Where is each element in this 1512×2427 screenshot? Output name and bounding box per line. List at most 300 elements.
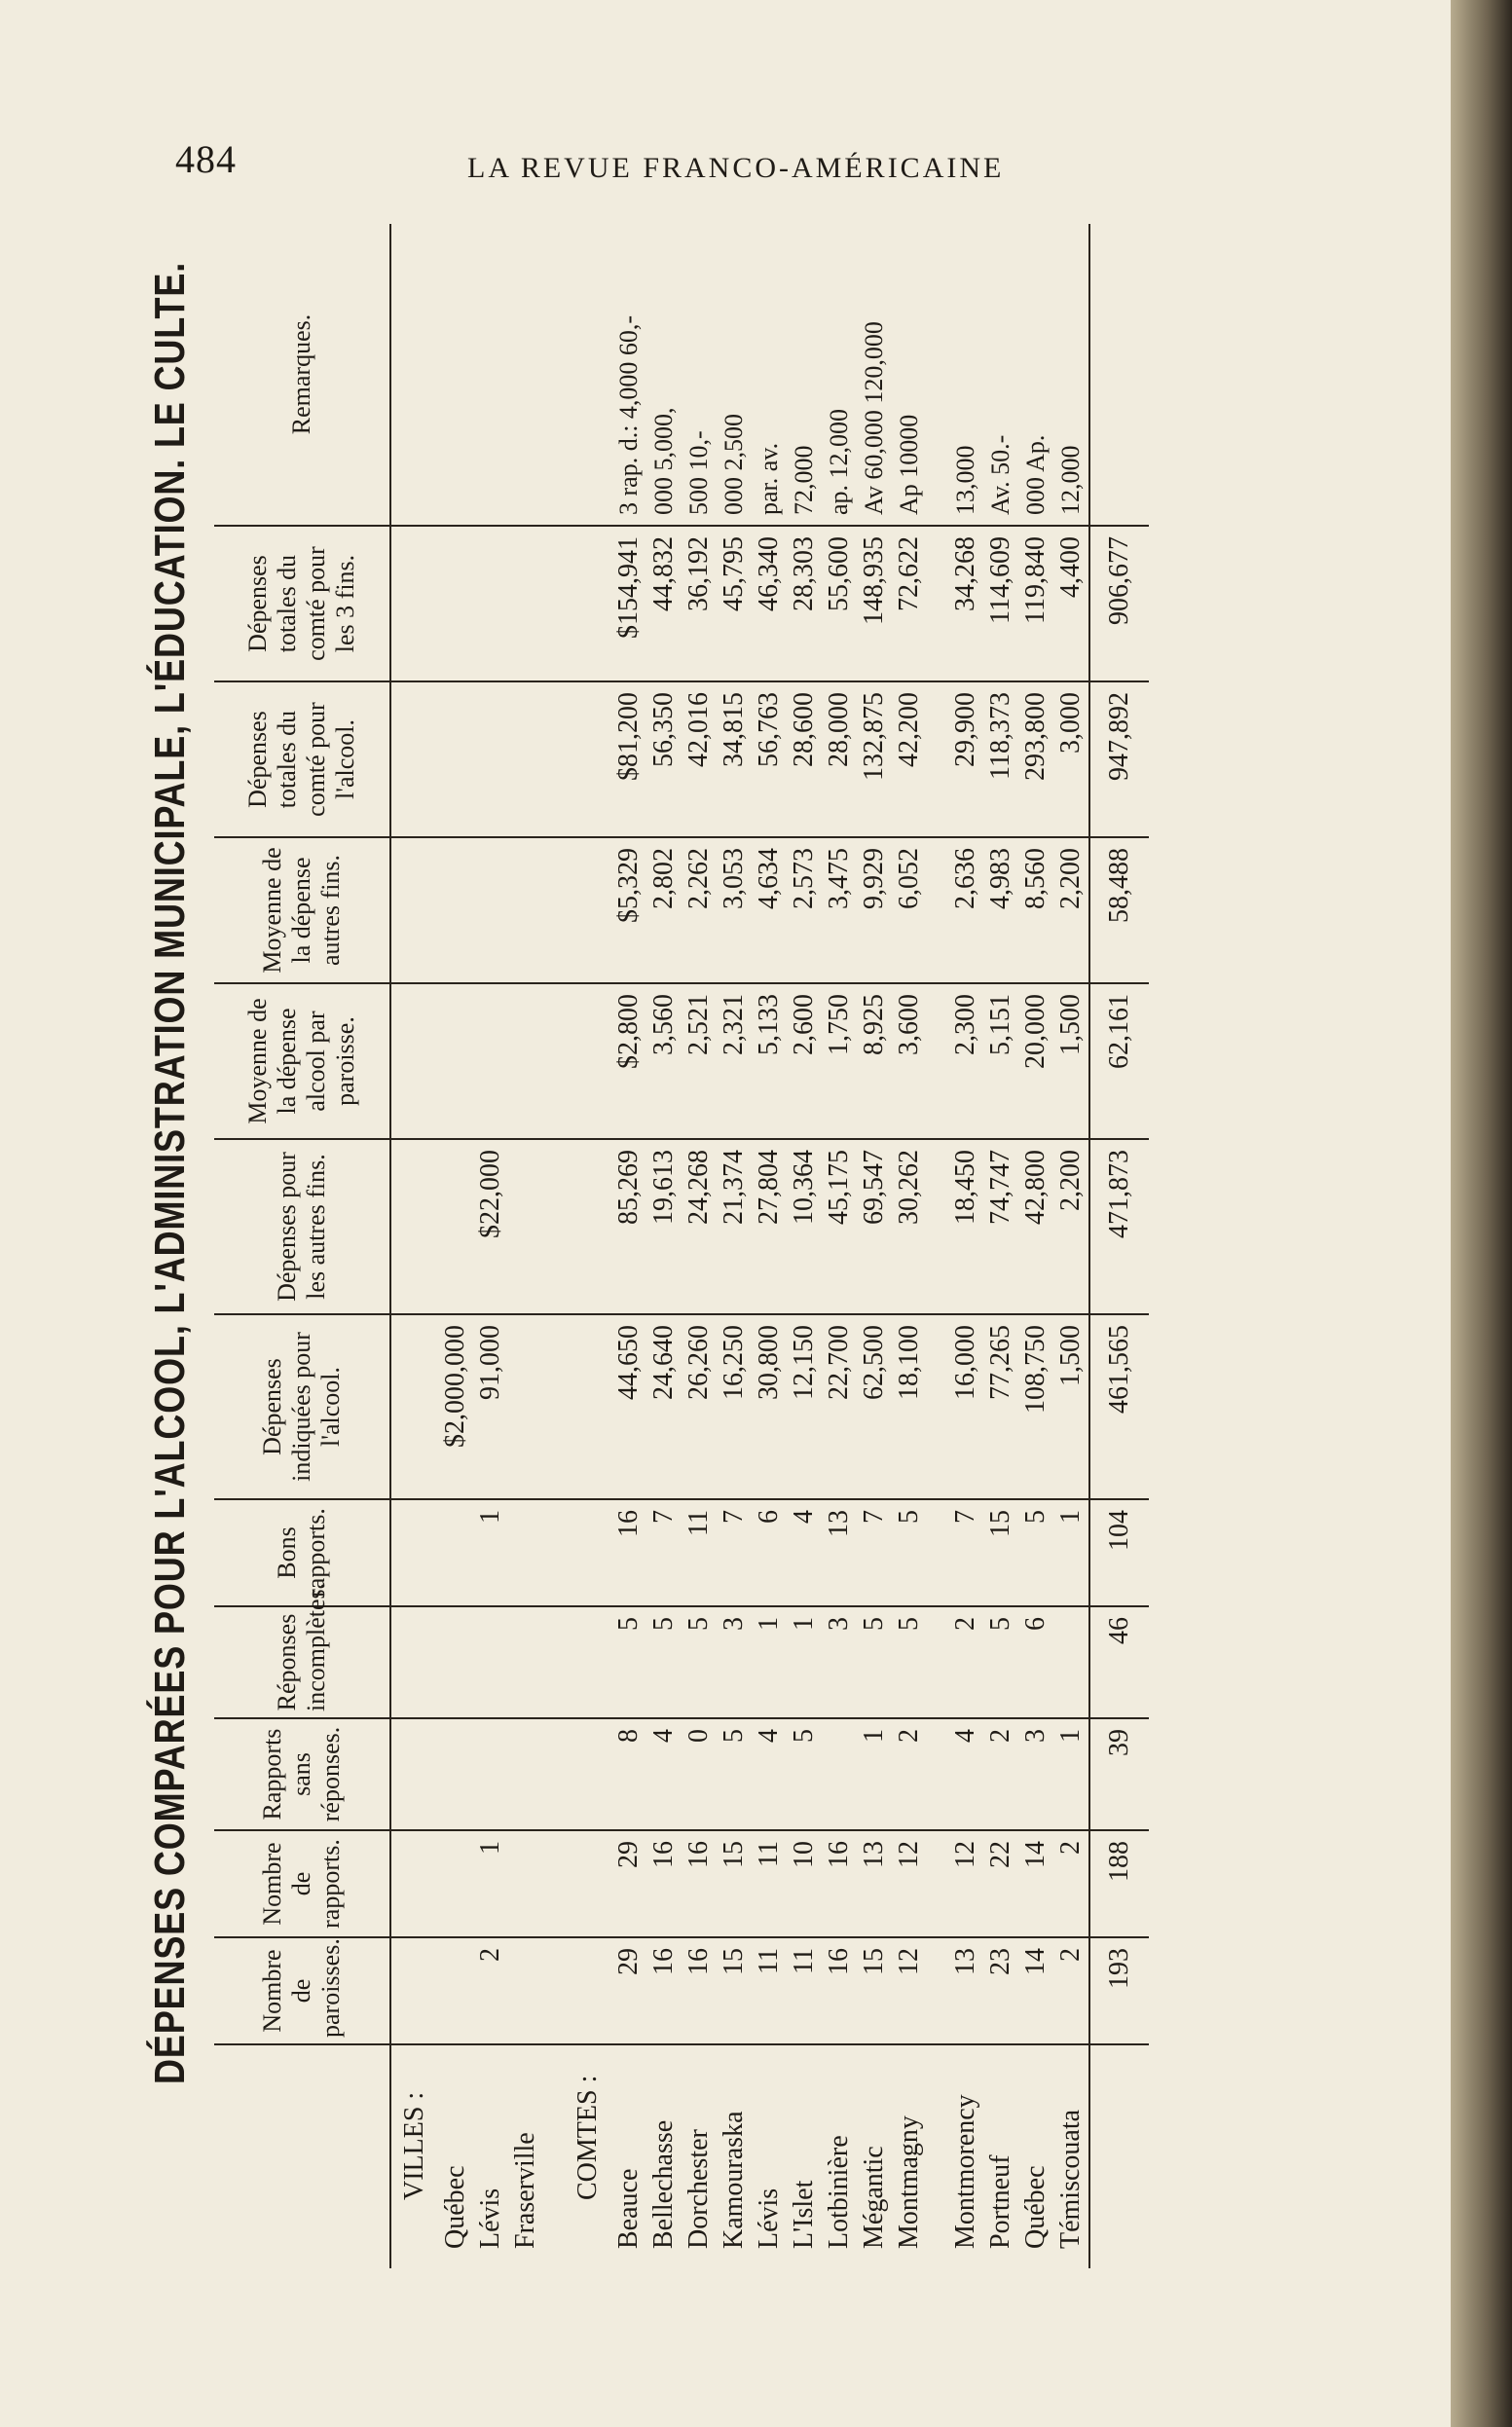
cell-alcool: 18,100	[892, 1314, 927, 1499]
spacer-row	[543, 224, 565, 2268]
empty-cell	[390, 681, 438, 837]
row-name	[1089, 2044, 1149, 2268]
cell-moy-autres: 2,200	[1053, 837, 1089, 983]
empty-cell	[390, 837, 438, 983]
row-name: L'Islet	[789, 2180, 819, 2249]
row-name: Montmorency	[950, 2094, 980, 2249]
column-header: Moyenne de la dépense alcool par paroisse.	[214, 983, 390, 1139]
cell-tot-alcool: 34,815	[717, 681, 752, 837]
row-name: Montmagny	[894, 2115, 924, 2249]
cell-alcool: 12,150	[787, 1314, 822, 1499]
cell-sans-reponses: 8	[611, 1718, 646, 1830]
cell-sans-reponses: 3	[1018, 1718, 1053, 1830]
cell-paroisses: 16	[822, 1937, 857, 2044]
cell-tot-alcool: 42,200	[892, 681, 927, 837]
column-header: Dépenses pour les autres fins.	[214, 1139, 390, 1314]
cell-autres: 69,547	[857, 1139, 892, 1314]
cell-alcool: 91,000	[473, 1314, 508, 1499]
row-name: Lévis	[475, 2188, 505, 2249]
cell-tot-3fins: 72,622	[892, 526, 927, 681]
cell-moy-alcool: 2,521	[682, 983, 717, 1139]
empty-cell	[565, 1139, 611, 1314]
cell-bons: 1	[1053, 1499, 1089, 1606]
comte-row	[1053, 224, 1089, 2268]
cell-moy-autres: 2,573	[787, 837, 822, 983]
cell-moy-alcool: 20,000	[1018, 983, 1053, 1139]
rotated-table	[127, 224, 1217, 2268]
cell-tot-alcool	[508, 681, 543, 837]
ville-row	[473, 224, 508, 2268]
row-name: Kamouraska	[719, 2111, 749, 2249]
spacer-cell	[543, 1139, 565, 1314]
cell-bons: 13	[822, 1499, 857, 1606]
cell-incompletes: 1	[752, 1606, 787, 1718]
cell-moy-alcool: 3,560	[646, 983, 682, 1139]
cell-tot-3fins: 55,600	[822, 526, 857, 681]
empty-cell	[390, 224, 438, 526]
empty-cell	[390, 983, 438, 1139]
spacer-cell	[927, 1499, 948, 1606]
cell-paroisses: 2	[1053, 1937, 1089, 2044]
cell-paroisses: 11	[752, 1937, 787, 2044]
empty-cell	[565, 1718, 611, 1830]
cell-rapports: 188	[1089, 1830, 1149, 1937]
group-label-row	[390, 224, 438, 2268]
cell-incompletes	[508, 1606, 543, 1718]
row-name: Mégantic	[859, 2146, 889, 2249]
comte-row	[1018, 224, 1053, 2268]
empty-cell	[565, 1314, 611, 1499]
comte-row	[752, 224, 787, 2268]
cell-moy-autres: 6,052	[892, 837, 927, 983]
cell-sans-reponses	[508, 1718, 543, 1830]
cell-remarques: ap. 12,000	[822, 224, 857, 526]
cell-alcool: 108,750	[1018, 1314, 1053, 1499]
cell-incompletes: 3	[717, 1606, 752, 1718]
cell-moy-alcool	[473, 983, 508, 1139]
empty-cell	[565, 983, 611, 1139]
cell-bons: 11	[682, 1499, 717, 1606]
cell-sans-reponses: 4	[646, 1718, 682, 1830]
cell-incompletes	[473, 1606, 508, 1718]
cell-moy-alcool: 62,161	[1089, 983, 1149, 1139]
row-name: Québec	[440, 2165, 470, 2249]
cell-alcool: 77,265	[983, 1314, 1018, 1499]
cell-alcool: 24,640	[646, 1314, 682, 1499]
cell-tot-alcool: 293,800	[1018, 681, 1053, 837]
cell-tot-alcool: 118,373	[983, 681, 1018, 837]
ville-row	[508, 224, 543, 2268]
spacer-cell	[927, 1937, 948, 2044]
cell-rapports: 12	[948, 1830, 983, 1937]
cell-paroisses	[438, 1937, 473, 2044]
spacer-cell	[543, 837, 565, 983]
cell-moy-alcool: 2,300	[948, 983, 983, 1139]
spacer-cell	[927, 681, 948, 837]
cell-moy-alcool: 3,600	[892, 983, 927, 1139]
cell-bons: 1	[473, 1499, 508, 1606]
cell-rapports: 13	[857, 1830, 892, 1937]
cell-moy-autres: 8,560	[1018, 837, 1053, 983]
cell-moy-alcool: $2,800	[611, 983, 646, 1139]
spacer-cell	[543, 526, 565, 681]
cell-autres: 85,269	[611, 1139, 646, 1314]
cell-tot-alcool: 56,763	[752, 681, 787, 837]
cell-bons: 6	[752, 1499, 787, 1606]
cell-moy-autres: 2,802	[646, 837, 682, 983]
empty-cell	[565, 224, 611, 526]
spacer-cell	[927, 1314, 948, 1499]
cell-autres: 10,364	[787, 1139, 822, 1314]
cell-sans-reponses	[822, 1718, 857, 1830]
row-name: Bellechasse	[648, 2119, 679, 2249]
cell-tot-3fins: 34,268	[948, 526, 983, 681]
cell-rapports: 29	[611, 1830, 646, 1937]
row-name: Dorchester	[683, 2129, 714, 2249]
cell-incompletes: 5	[646, 1606, 682, 1718]
cell-autres: $22,000	[473, 1139, 508, 1314]
comte-row	[717, 224, 752, 2268]
cell-bons: 5	[892, 1499, 927, 1606]
column-header: Dépenses totales du comté pour l'alcool.	[214, 681, 390, 837]
group-label: VILLES :	[399, 2091, 429, 2200]
cell-remarques: 12,000	[1053, 224, 1089, 526]
column-header: Dépenses totales du comté pour les 3 fins.	[214, 526, 390, 681]
cell-rapports: 10	[787, 1830, 822, 1937]
cell-alcool: 62,500	[857, 1314, 892, 1499]
cell-moy-alcool	[438, 983, 473, 1139]
cell-rapports	[438, 1830, 473, 1937]
cell-rapports: 11	[752, 1830, 787, 1937]
row-name: Lotbinière	[824, 2135, 854, 2249]
cell-bons: 7	[717, 1499, 752, 1606]
cell-tot-alcool: 56,350	[646, 681, 682, 837]
empty-cell	[565, 837, 611, 983]
empty-cell	[565, 1499, 611, 1606]
cell-incompletes: 1	[787, 1606, 822, 1718]
column-header: Nombre de paroisses.	[214, 1937, 390, 2044]
cell-remarques: 000 5,000,	[646, 224, 682, 526]
cell-incompletes: 6	[1018, 1606, 1053, 1718]
journal-title: LA REVUE FRANCO-AMÉRICAINE	[467, 152, 1005, 184]
cell-tot-3fins	[473, 526, 508, 681]
spacer-cell	[927, 983, 948, 1139]
cell-tot-3fins: 114,609	[983, 526, 1018, 681]
cell-paroisses: 16	[682, 1937, 717, 2044]
cell-alcool: $2,000,000	[438, 1314, 473, 1499]
cell-paroisses	[508, 1937, 543, 2044]
comte-row	[983, 224, 1018, 2268]
cell-sans-reponses: 4	[752, 1718, 787, 1830]
cell-paroisses: 11	[787, 1937, 822, 2044]
cell-paroisses: 15	[717, 1937, 752, 2044]
cell-incompletes: 2	[948, 1606, 983, 1718]
spacer-cell	[927, 837, 948, 983]
spacer-cell	[543, 1606, 565, 1718]
cell-alcool: 44,650	[611, 1314, 646, 1499]
cell-remarques	[508, 224, 543, 526]
cell-remarques: 13,000	[948, 224, 983, 526]
cell-tot-alcool: 947,892	[1089, 681, 1149, 837]
cell-paroisses: 29	[611, 1937, 646, 2044]
cell-bons	[508, 1499, 543, 1606]
spacer-cell	[927, 1718, 948, 1830]
cell-alcool: 1,500	[1053, 1314, 1089, 1499]
cell-autres: 74,747	[983, 1139, 1018, 1314]
cell-moy-alcool: 1,500	[1053, 983, 1089, 1139]
cell-rapports: 16	[682, 1830, 717, 1937]
cell-bons: 5	[1018, 1499, 1053, 1606]
cell-tot-3fins: 46,340	[752, 526, 787, 681]
cell-moy-autres: 9,929	[857, 837, 892, 983]
empty-cell	[390, 1606, 438, 1718]
cell-tot-alcool: 132,875	[857, 681, 892, 837]
column-header: Nombre de rapports.	[214, 1830, 390, 1937]
cell-sans-reponses: 5	[717, 1718, 752, 1830]
cell-bons: 4	[787, 1499, 822, 1606]
cell-sans-reponses: 4	[948, 1718, 983, 1830]
cell-bons: 104	[1089, 1499, 1149, 1606]
spacer-cell	[927, 526, 948, 681]
cell-moy-autres	[473, 837, 508, 983]
row-name: Lévis	[754, 2188, 784, 2249]
cell-remarques: 500 10,-	[682, 224, 717, 526]
column-header: Bons rapports.	[214, 1499, 390, 1606]
row-name: Beauce	[613, 2168, 644, 2249]
cell-alcool: 16,000	[948, 1314, 983, 1499]
cell-rapports: 15	[717, 1830, 752, 1937]
cell-alcool: 30,800	[752, 1314, 787, 1499]
cell-autres: 27,804	[752, 1139, 787, 1314]
cell-moy-autres: 2,636	[948, 837, 983, 983]
cell-moy-autres: 3,475	[822, 837, 857, 983]
cell-incompletes	[1053, 1606, 1089, 1718]
cell-sans-reponses: 0	[682, 1718, 717, 1830]
cell-bons: 7	[948, 1499, 983, 1606]
cell-sans-reponses	[473, 1718, 508, 1830]
cell-autres: 19,613	[646, 1139, 682, 1314]
spacer-cell	[927, 1830, 948, 1937]
cell-tot-3fins: 44,832	[646, 526, 682, 681]
empty-cell	[390, 1718, 438, 1830]
cell-autres: 30,262	[892, 1139, 927, 1314]
cell-sans-reponses: 1	[1053, 1718, 1089, 1830]
empty-cell	[565, 1830, 611, 1937]
cell-remarques: par. av.	[752, 224, 787, 526]
cell-alcool: 461,565	[1089, 1314, 1149, 1499]
cell-paroisses: 14	[1018, 1937, 1053, 2044]
cell-incompletes	[438, 1606, 473, 1718]
cell-remarques: Av 60,000 120,000	[857, 224, 892, 526]
spacer-cell	[543, 2044, 565, 2268]
expenses-table	[214, 224, 1149, 2268]
cell-bons: 15	[983, 1499, 1018, 1606]
row-name: Québec	[1020, 2165, 1051, 2249]
cell-paroisses: 13	[948, 1937, 983, 2044]
cell-incompletes: 46	[1089, 1606, 1149, 1718]
cell-tot-alcool	[473, 681, 508, 837]
spacer-row	[927, 224, 948, 2268]
cell-remarques	[438, 224, 473, 526]
cell-moy-autres: 4,634	[752, 837, 787, 983]
cell-rapports: 2	[1053, 1830, 1089, 1937]
cell-rapports	[508, 1830, 543, 1937]
row-name: Fraserville	[510, 2132, 540, 2249]
column-header: Moyenne de la dépense autres fins.	[214, 837, 390, 983]
cell-tot-alcool: $81,200	[611, 681, 646, 837]
cell-remarques	[1089, 224, 1149, 526]
comte-row	[822, 224, 857, 2268]
cell-tot-3fins: 906,677	[1089, 526, 1149, 681]
cell-remarques: Av. 50.-	[983, 224, 1018, 526]
cell-rapports: 14	[1018, 1830, 1053, 1937]
cell-tot-3fins: 45,795	[717, 526, 752, 681]
cell-incompletes: 5	[611, 1606, 646, 1718]
empty-cell	[390, 1139, 438, 1314]
cell-tot-3fins: 4,400	[1053, 526, 1089, 681]
cell-incompletes: 5	[983, 1606, 1018, 1718]
spacer-cell	[927, 2044, 948, 2268]
empty-cell	[565, 1606, 611, 1718]
spacer-cell	[543, 1937, 565, 2044]
cell-bons: 16	[611, 1499, 646, 1606]
cell-bons	[438, 1499, 473, 1606]
cell-remarques: 000 2,500	[717, 224, 752, 526]
column-header: Remarques.	[214, 224, 390, 526]
table-body	[390, 224, 1149, 2268]
row-name: Témiscouata	[1055, 2109, 1086, 2249]
empty-cell	[390, 1499, 438, 1606]
column-header: Dépenses indiquées pour l'alcool.	[214, 1314, 390, 1499]
cell-autres: 42,800	[1018, 1139, 1053, 1314]
column-header	[214, 2044, 390, 2268]
cell-moy-alcool: 8,925	[857, 983, 892, 1139]
spacer-cell	[543, 983, 565, 1139]
comte-row	[682, 224, 717, 2268]
cell-rapports: 16	[646, 1830, 682, 1937]
cell-moy-autres: 2,262	[682, 837, 717, 983]
comte-row	[611, 224, 646, 2268]
empty-cell	[390, 526, 438, 681]
cell-paroisses: 16	[646, 1937, 682, 2044]
cell-sans-reponses: 39	[1089, 1718, 1149, 1830]
cell-tot-3fins: 28,303	[787, 526, 822, 681]
empty-cell	[390, 1937, 438, 2044]
spacer-cell	[927, 1139, 948, 1314]
cell-sans-reponses: 2	[892, 1718, 927, 1830]
cell-autres	[508, 1139, 543, 1314]
cell-remarques: 72,000	[787, 224, 822, 526]
cell-moy-alcool: 5,133	[752, 983, 787, 1139]
empty-cell	[390, 1830, 438, 1937]
comte-row	[646, 224, 682, 2268]
cell-moy-autres: 58,488	[1089, 837, 1149, 983]
spacer-cell	[543, 1314, 565, 1499]
comte-row	[948, 224, 983, 2268]
cell-remarques: Ap 10000	[892, 224, 927, 526]
empty-cell	[565, 681, 611, 837]
spacer-cell	[543, 1830, 565, 1937]
column-header: Réponses incomplètes.	[214, 1606, 390, 1718]
cell-tot-alcool	[438, 681, 473, 837]
cell-autres	[438, 1139, 473, 1314]
comte-row	[892, 224, 927, 2268]
cell-alcool: 26,260	[682, 1314, 717, 1499]
cell-autres: 2,200	[1053, 1139, 1089, 1314]
empty-cell	[565, 526, 611, 681]
cell-remarques	[473, 224, 508, 526]
cell-incompletes: 5	[892, 1606, 927, 1718]
spacer-cell	[927, 1606, 948, 1718]
cell-tot-alcool: 3,000	[1053, 681, 1089, 837]
cell-rapports: 16	[822, 1830, 857, 1937]
cell-rapports: 22	[983, 1830, 1018, 1937]
page-number: 484	[175, 137, 237, 181]
cell-incompletes: 3	[822, 1606, 857, 1718]
cell-autres: 45,175	[822, 1139, 857, 1314]
table-header-row	[214, 224, 390, 2268]
cell-rapports: 1	[473, 1830, 508, 1937]
cell-incompletes: 5	[857, 1606, 892, 1718]
group-label: COMTES :	[572, 2075, 603, 2200]
cell-tot-alcool: 28,600	[787, 681, 822, 837]
empty-cell	[565, 1937, 611, 2044]
cell-paroisses: 23	[983, 1937, 1018, 2044]
cell-moy-autres	[438, 837, 473, 983]
cell-tot-alcool: 28,000	[822, 681, 857, 837]
cell-paroisses: 193	[1089, 1937, 1149, 2044]
cell-bons: 7	[857, 1499, 892, 1606]
cell-tot-3fins	[508, 526, 543, 681]
cell-bons: 7	[646, 1499, 682, 1606]
cell-tot-3fins: 119,840	[1018, 526, 1053, 681]
spacer-cell	[927, 224, 948, 526]
spacer-cell	[543, 1499, 565, 1606]
cell-paroisses: 12	[892, 1937, 927, 2044]
cell-tot-alcool: 29,900	[948, 681, 983, 837]
column-header: Rapports sans réponses.	[214, 1718, 390, 1830]
cell-moy-alcool: 1,750	[822, 983, 857, 1139]
cell-moy-autres: 4,983	[983, 837, 1018, 983]
cell-alcool: 16,250	[717, 1314, 752, 1499]
cell-autres: 24,268	[682, 1139, 717, 1314]
spacer-cell	[543, 1718, 565, 1830]
cell-sans-reponses: 5	[787, 1718, 822, 1830]
cell-rapports: 12	[892, 1830, 927, 1937]
cell-remarques: 000 Ap.	[1018, 224, 1053, 526]
cell-autres: 18,450	[948, 1139, 983, 1314]
spacer-cell	[543, 224, 565, 526]
row-name: Portneuf	[985, 2154, 1015, 2249]
cell-sans-reponses: 1	[857, 1718, 892, 1830]
cell-moy-autres: $5,329	[611, 837, 646, 983]
cell-tot-3fins: 148,935	[857, 526, 892, 681]
cell-tot-alcool: 42,016	[682, 681, 717, 837]
cell-moy-alcool: 2,321	[717, 983, 752, 1139]
cell-moy-autres	[508, 837, 543, 983]
book-edge	[1451, 0, 1512, 2427]
totals-row	[1089, 224, 1149, 2268]
cell-alcool	[508, 1314, 543, 1499]
cell-moy-alcool: 2,600	[787, 983, 822, 1139]
ville-row	[438, 224, 473, 2268]
spacer-cell	[543, 681, 565, 837]
comte-row	[857, 224, 892, 2268]
cell-sans-reponses	[438, 1718, 473, 1830]
cell-alcool: 22,700	[822, 1314, 857, 1499]
cell-tot-3fins: $154,941	[611, 526, 646, 681]
cell-paroisses: 15	[857, 1937, 892, 2044]
